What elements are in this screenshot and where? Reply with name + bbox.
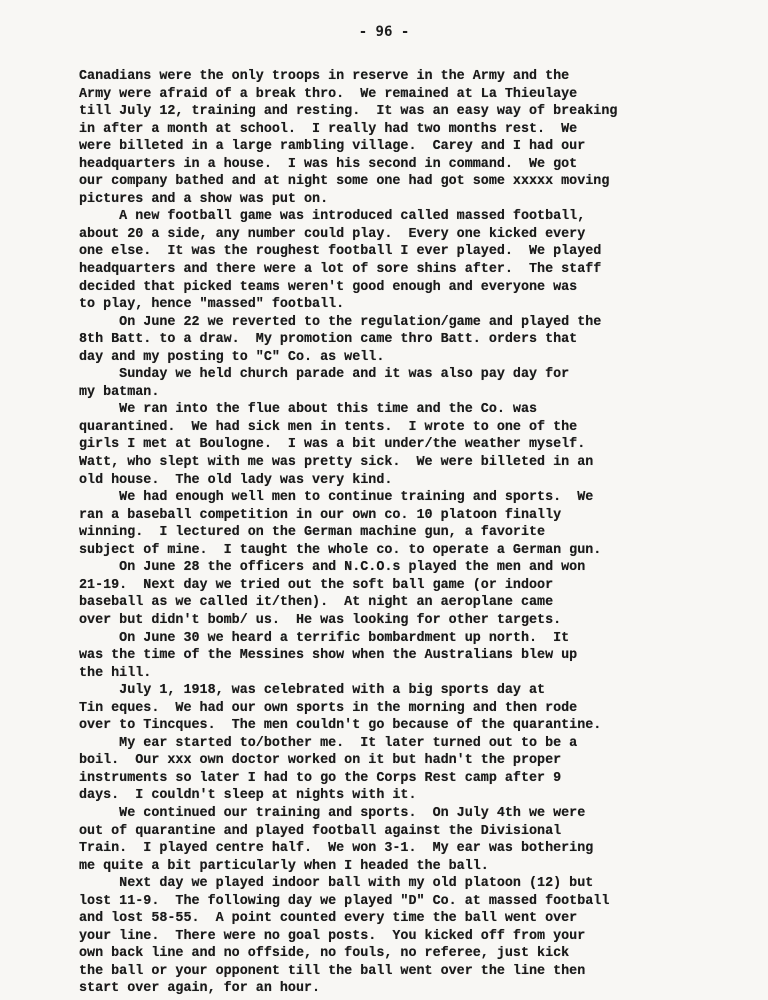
text-line: Watt, who slept with me was pretty sick. We were billeted in an bbox=[79, 455, 594, 471]
text-line: my batman. bbox=[79, 384, 160, 400]
text-line: lost 11-9. The following day we played "D" Co. at massed football bbox=[79, 893, 610, 909]
text-line: 8th Batt. to a draw. My promotion came thro Batt. orders that bbox=[79, 332, 578, 348]
text-line: start over again, for an hour. bbox=[79, 981, 321, 997]
text-line: My ear started to/bother me. It later turned out to be a bbox=[79, 735, 578, 751]
body-text bbox=[79, 68, 699, 998]
text-line: day and my posting to "C" Co. as well. bbox=[79, 349, 385, 365]
text-line: boil. Our xxx own doctor worked on it but hadn't the proper bbox=[79, 753, 562, 769]
text-line: 21-19. Next day we tried out the soft ball game (or indoor bbox=[79, 577, 554, 593]
text-line: days. I couldn't sleep at nights with it. bbox=[79, 788, 417, 804]
text-line: one else. It was the roughest football I ever played. We played bbox=[79, 244, 602, 260]
text-line: out of quarantine and played football against the Divisional bbox=[79, 823, 562, 839]
text-line: We ran into the flue about this time and the Co. was bbox=[79, 402, 538, 418]
text-line: was the time of the Messines show when the Australians blew up bbox=[79, 648, 578, 664]
text-line: Sunday we held church parade and it was also pay day for bbox=[79, 367, 570, 383]
text-line: headquarters and there were a lot of sore shins after. The staff bbox=[79, 262, 602, 278]
text-line: were billeted in a large rambling village. Carey and I had our bbox=[79, 139, 586, 155]
text-line: our company bathed and at night some one had got some xxxxx moving bbox=[79, 174, 610, 190]
text-line: A new football game was introduced called massed football, bbox=[79, 209, 586, 225]
text-line: Army were afraid of a break thro. We remained at La Thieulaye bbox=[79, 86, 578, 102]
text-line: Canadians were the only troops in reserve in the Army and the bbox=[79, 69, 570, 84]
text-line: Tin eques. We had our own sports in the morning and then rode bbox=[79, 700, 578, 716]
text-line: On June 28 the officers and N.C.O.s played the men and won bbox=[79, 560, 586, 576]
text-line: On June 22 we reverted to the regulation/game and played the bbox=[79, 314, 602, 330]
text-line: ran a baseball competition in our own co. 10 platoon finally bbox=[79, 507, 562, 523]
text-line: over but didn't bomb/ us. He was looking for other targets. bbox=[79, 612, 562, 628]
text-line: over to Tincques. The men couldn't go because of the quarantine. bbox=[79, 718, 602, 734]
text-line: baseball as we called it/then). At night an aeroplane came bbox=[79, 595, 554, 611]
text-line: girls I met at Boulogne. I was a bit under/the weather myself. bbox=[79, 437, 586, 453]
text-line: about 20 a side, any number could play. Every one kicked every bbox=[79, 226, 586, 242]
text-line: winning. I lectured on the German machine gun, a favorite bbox=[79, 525, 546, 541]
text-line: We had enough well men to continue training and sports. We bbox=[79, 490, 594, 506]
text-line: pictures and a show was put on. bbox=[79, 191, 329, 207]
text-line: till July 12, training and resting. It was an easy way of breaking bbox=[79, 104, 618, 120]
page-number: - 96 - bbox=[358, 24, 410, 40]
text-line: July 1, 1918, was celebrated with a big sports day at bbox=[79, 683, 546, 699]
text-line: own back line and no offside, no fouls, no referee, just kick bbox=[79, 946, 570, 962]
text-line: headquarters in a house. I was his second in command. We got bbox=[79, 156, 578, 172]
text-line: On June 30 we heard a terrific bombardment up north. It bbox=[79, 630, 570, 646]
text-line: your line. There were no goal posts. You kicked off from your bbox=[79, 928, 586, 944]
text-line: We continued our training and sports. On July 4th we were bbox=[79, 805, 586, 821]
text-line: and lost 58-55. A point counted every time the ball went over bbox=[79, 911, 578, 927]
text-line: decided that picked teams weren't good enough and everyone was bbox=[79, 279, 578, 295]
text-line: me quite a bit particularly when I headed the ball. bbox=[79, 858, 489, 874]
text-line: the ball or your opponent till the ball went over the line then bbox=[79, 963, 586, 979]
text-line: in after a month at school. I really had two months rest. We bbox=[79, 121, 578, 137]
text-line: subject of mine. I taught the whole co. to operate a German gun. bbox=[79, 542, 602, 558]
text-line: to play, hence "massed" football. bbox=[79, 297, 345, 313]
text-line: instruments so later I had to go the Corps Rest camp after 9 bbox=[79, 770, 562, 786]
text-line: Next day we played indoor ball with my old platoon (12) but bbox=[79, 876, 594, 892]
text-line: old house. The old lady was very kind. bbox=[79, 472, 393, 488]
text-line: the hill. bbox=[79, 665, 152, 681]
text-line: quarantined. We had sick men in tents. I wrote to one of the bbox=[79, 419, 578, 435]
text-line: Train. I played centre half. We won 3-1. My ear was bothering bbox=[79, 841, 594, 857]
